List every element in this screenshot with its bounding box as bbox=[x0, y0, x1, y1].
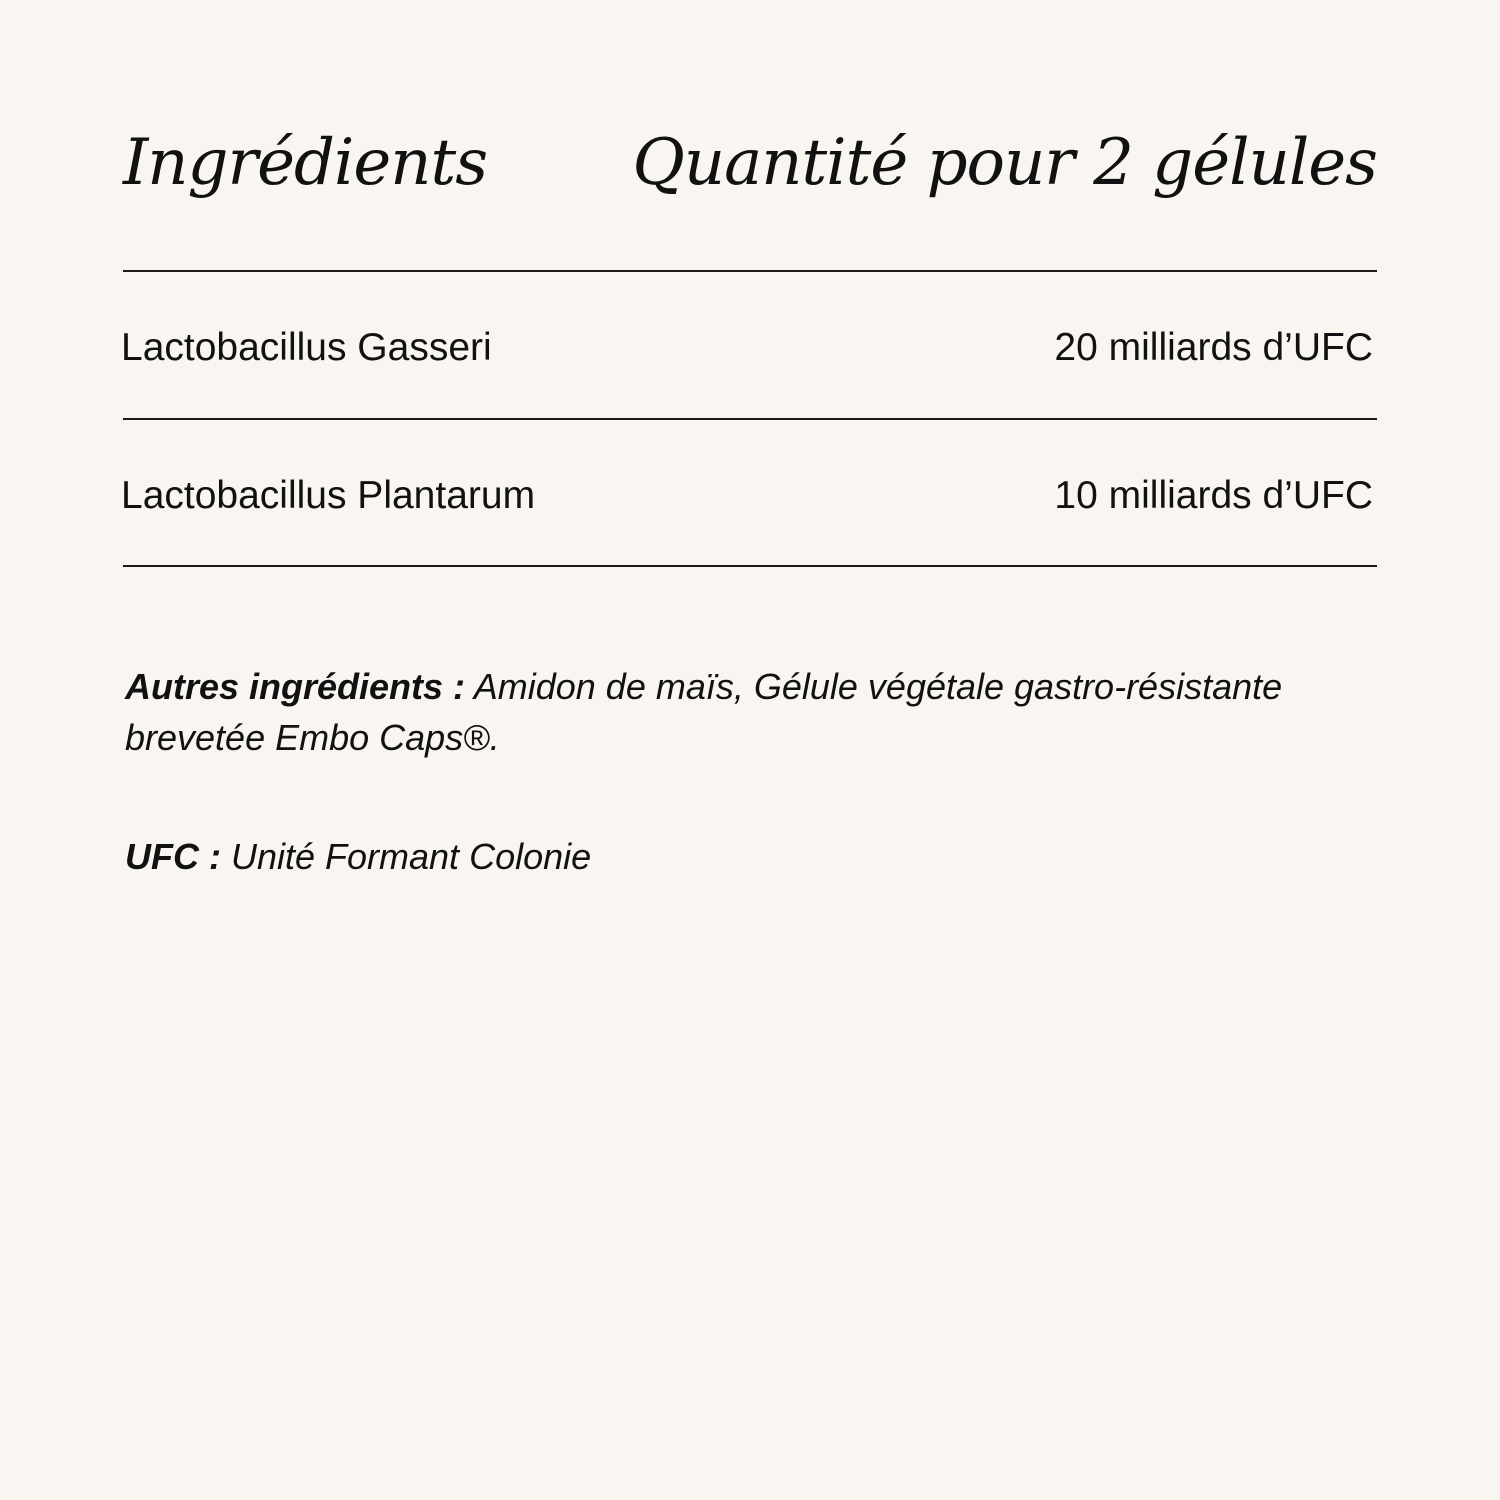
divider bbox=[123, 270, 1377, 272]
ufc-note bbox=[125, 831, 1365, 882]
ingredients-heading: Ingrédients bbox=[123, 126, 488, 200]
ingredient-quantity: 10 milliards d’UFC bbox=[1054, 474, 1373, 517]
ingredient-quantity: 20 milliards d’UFC bbox=[1054, 326, 1373, 369]
quantity-heading: Quantité pour 2 gélules bbox=[632, 126, 1377, 200]
ufc-label: UFC : bbox=[125, 836, 221, 877]
divider bbox=[123, 565, 1377, 567]
table-header bbox=[123, 118, 1377, 218]
other-ingredients-label: Autres ingrédients : bbox=[125, 666, 466, 707]
divider bbox=[123, 418, 1377, 420]
other-ingredients-note bbox=[125, 661, 1365, 763]
ufc-text: Unité Formant Colonie bbox=[220, 836, 592, 877]
other-ingredients-text: Amidon de maïs, Gélule végétale gastro-résistante brevetée Embo Caps®. bbox=[125, 666, 1283, 758]
ingredient-name: Lactobacillus Gasseri bbox=[121, 326, 492, 369]
table-row bbox=[123, 466, 1377, 526]
table-row bbox=[123, 318, 1377, 378]
ingredient-name: Lactobacillus Plantarum bbox=[121, 474, 536, 517]
